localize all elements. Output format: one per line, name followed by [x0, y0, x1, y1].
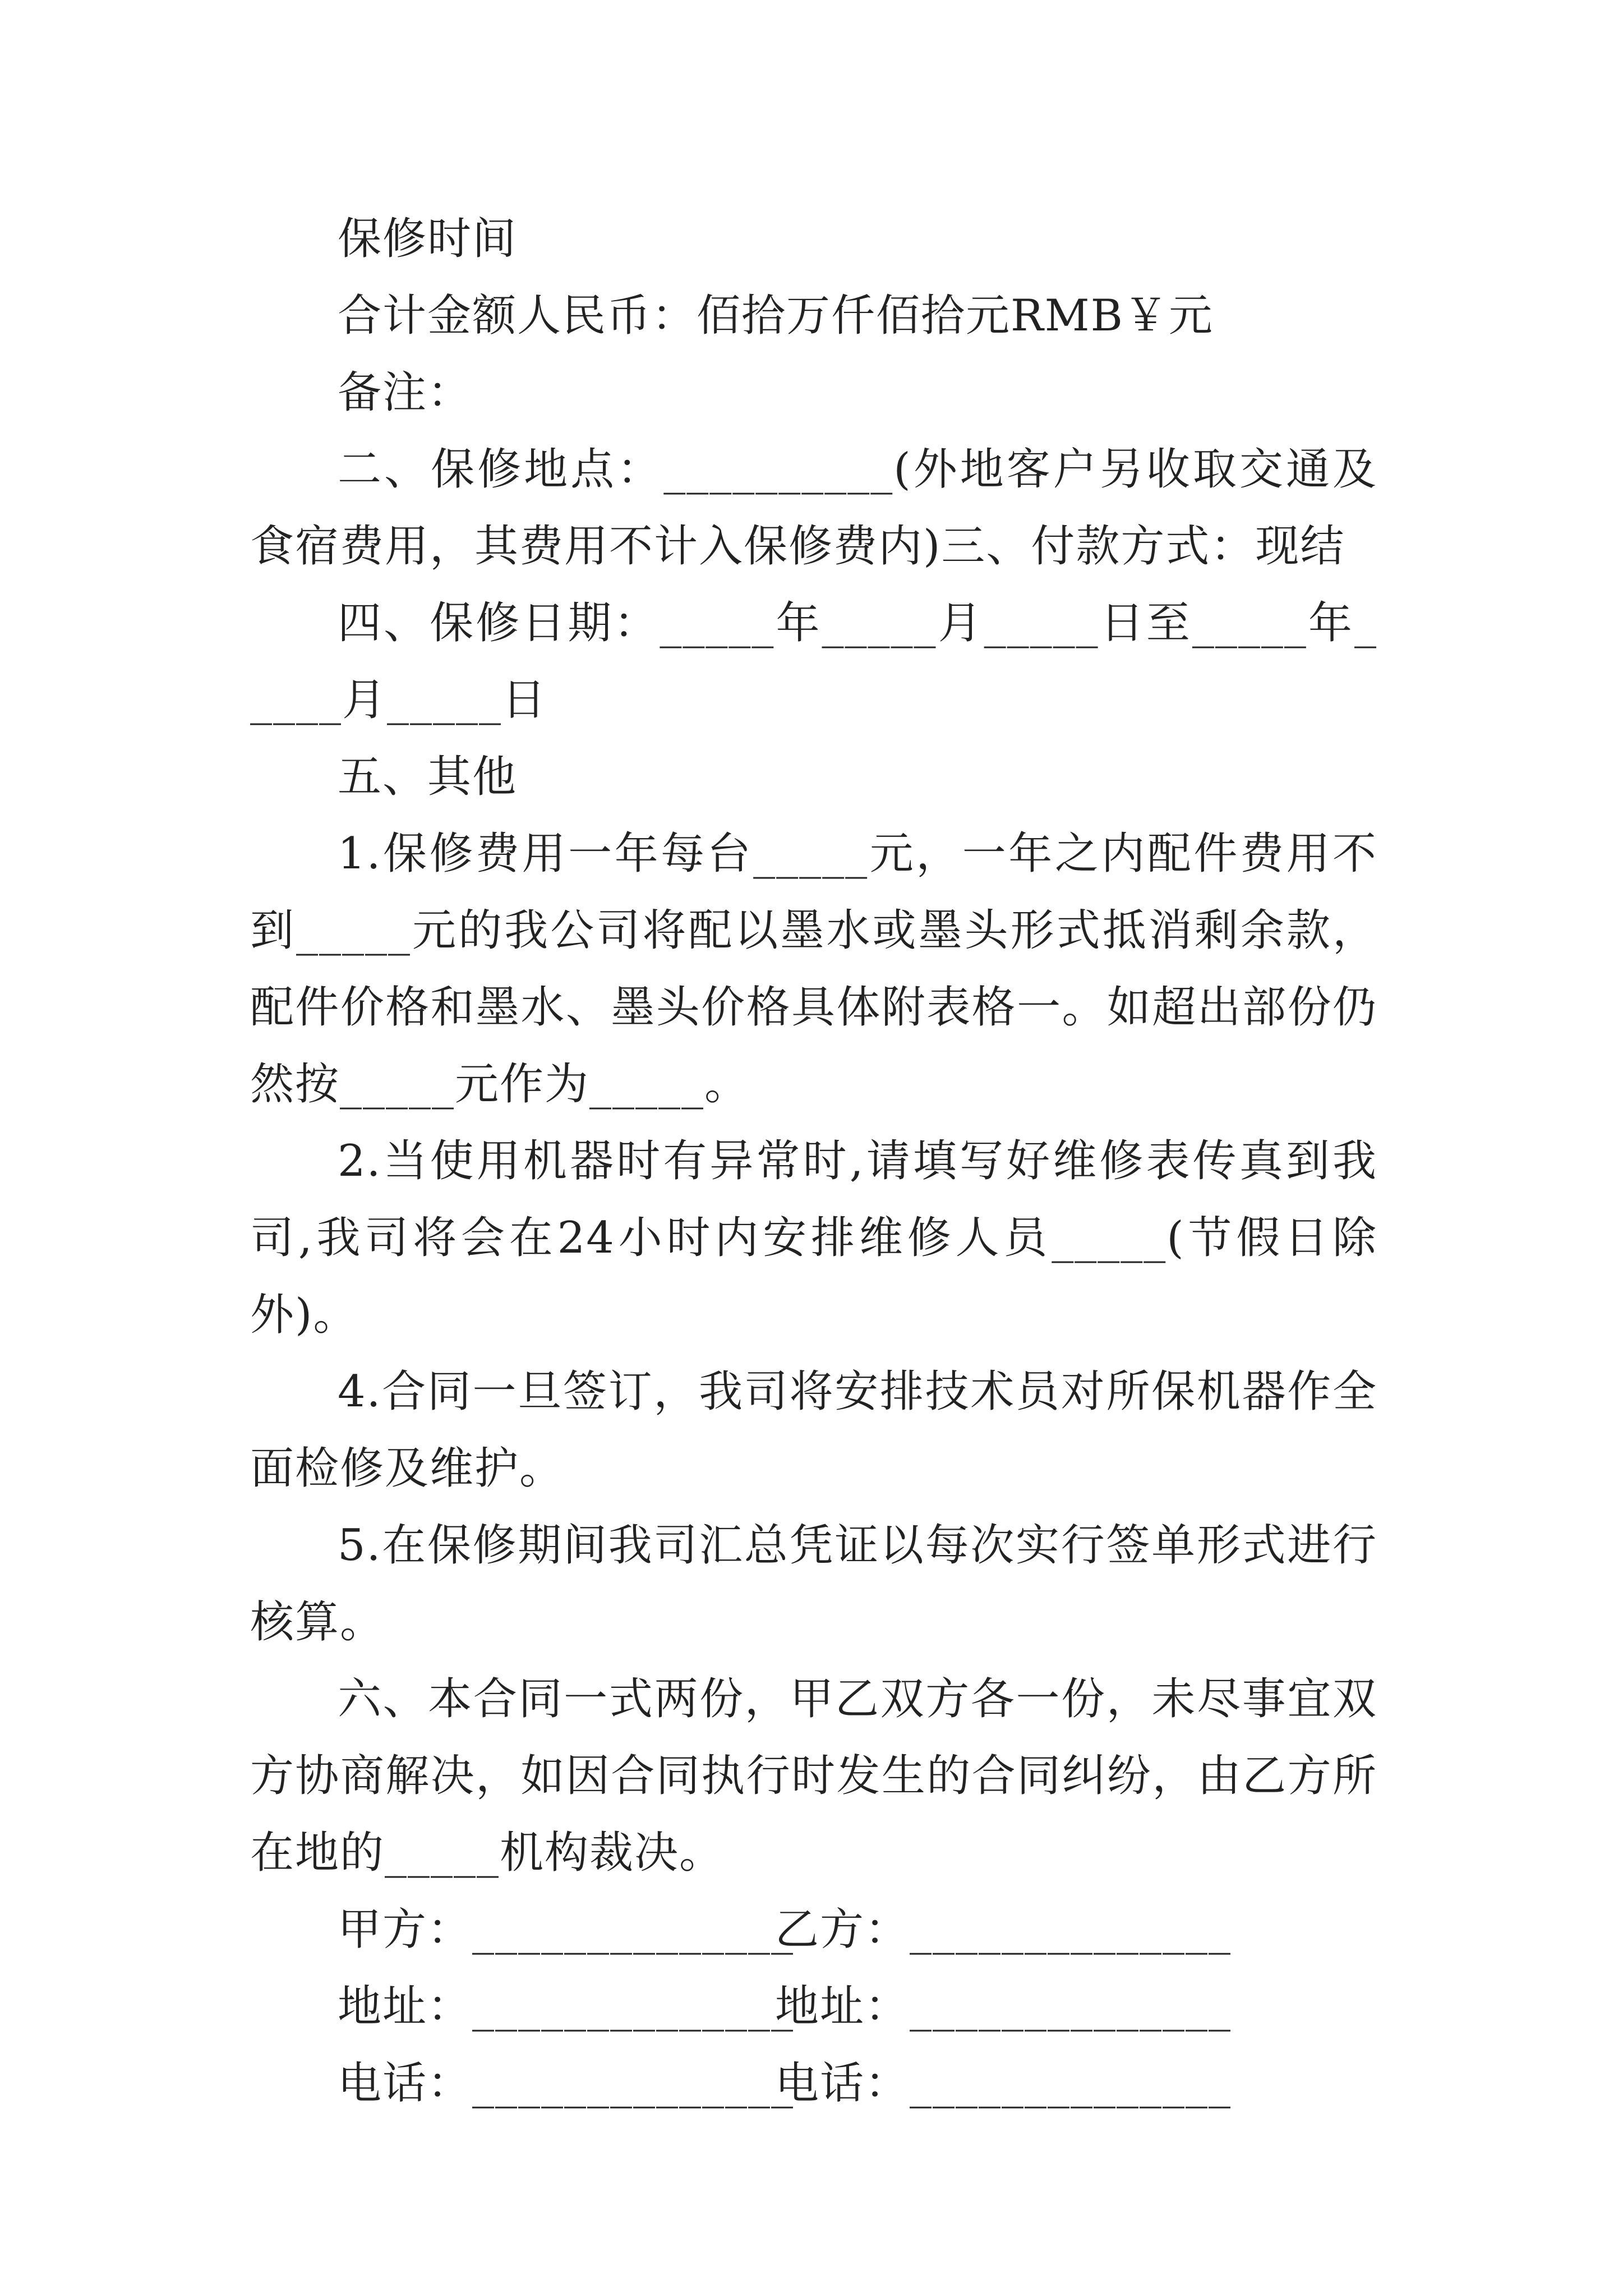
party-a-field: 甲方：______________ [338, 1904, 795, 1955]
paragraph-warranty-time: 保修时间 [338, 214, 518, 264]
party-b-field: 乙方：______________ [775, 1904, 1232, 1955]
party-b-phone-field: 电话：______________ [775, 2058, 1232, 2109]
signature-row-parties [250, 1892, 1377, 1968]
paragraph-warranty-dates: 四、保修日期：_____年_____月_____日至_____年_____月_____日 [250, 598, 1377, 725]
party-a-phone-field: 电话：______________ [338, 2058, 795, 2109]
paragraph-remarks: 备注： [338, 367, 473, 418]
paragraph-clause-5: 5.在保修期间我司汇总凭证以每次实行签单形式进行核算。 [250, 1520, 1377, 1648]
party-a-address-field: 地址：______________ [338, 1981, 795, 2032]
paragraph-clause-2: 2.当使用机器时有异常时,请填写好维修表传真到我司,我司将会在24小时内安排维修人员_____(节假日除外)。 [250, 1136, 1377, 1340]
paragraph-copies-disputes: 六、本合同一式两份，甲乙双方各一份，未尽事宜双方协商解决，如因合同执行时发生的合同纠纷，由乙方所在地的_____机构裁决。 [250, 1674, 1377, 1878]
paragraph-warranty-location: 二、保修地点：__________(外地客户另收取交通及食宿费用，其费用不计入保修费内)三、付款方式：现结 [250, 444, 1377, 572]
party-b-address-field: 地址：______________ [775, 1981, 1232, 2032]
signature-row-phone [250, 2045, 1377, 2122]
paragraph-clause-4: 4.合同一旦签订，我司将安排技术员对所保机器作全面检修及维护。 [250, 1366, 1377, 1494]
signature-row-address [250, 1968, 1377, 2045]
document-body [250, 201, 1377, 2122]
paragraph-clause-1: 1.保修费用一年每台_____元，一年之内配件费用不到_____元的我公司将配以墨水或墨头形式抵消剩余款，配件价格和墨水、墨头价格具体附表格一。如超出部份仍然按_____元作为_____。 [250, 829, 1377, 1110]
paragraph-total-amount: 合计金额人民币：佰拾万仟佰拾元RMB￥元 [338, 291, 1214, 341]
paragraph-others-heading: 五、其他 [338, 752, 518, 802]
